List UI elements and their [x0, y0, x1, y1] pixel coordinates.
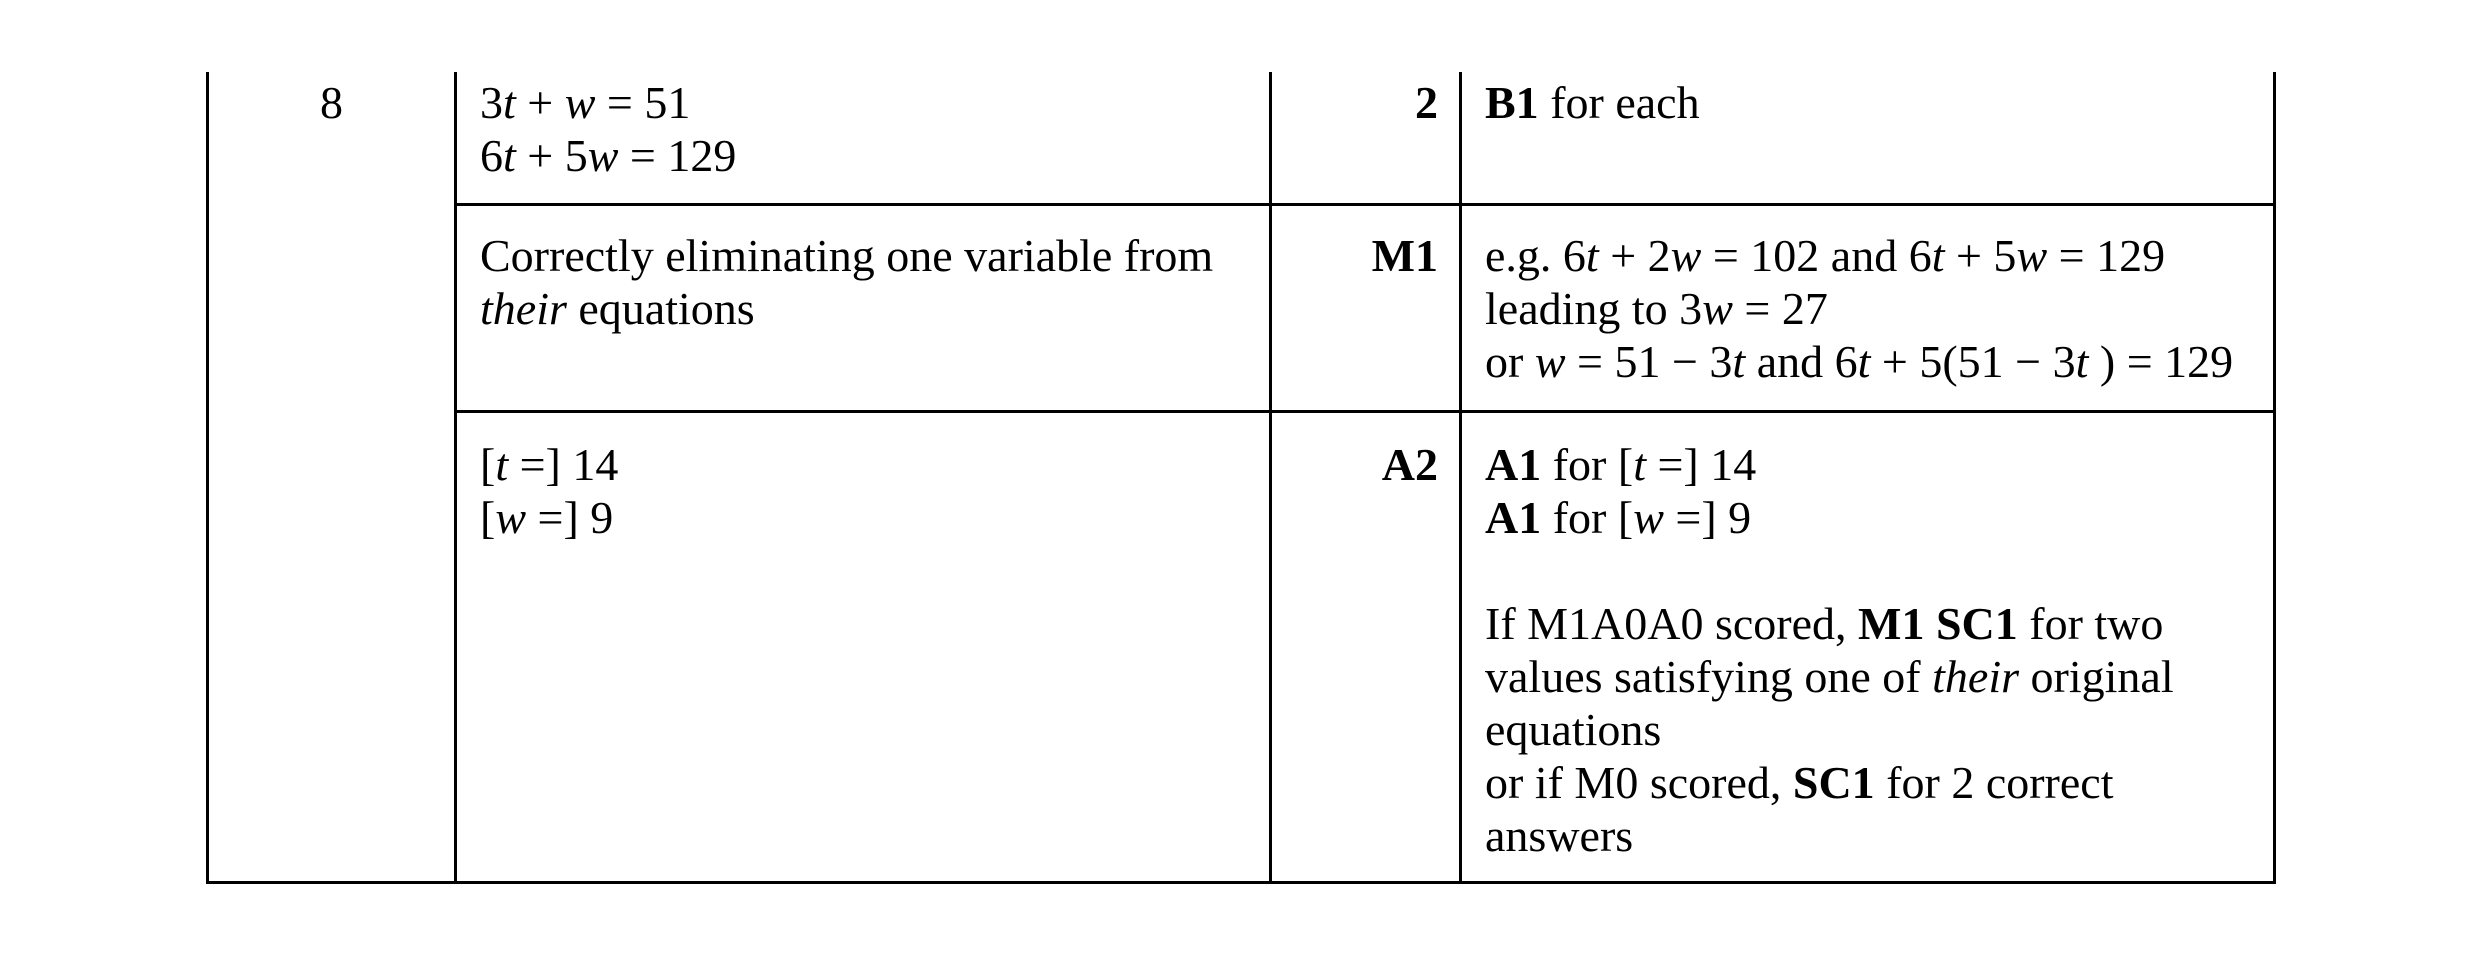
notes-line: A1 for [w =] 9	[1485, 492, 1752, 543]
answer-cell-row-2	[480, 229, 1260, 335]
answer-line: [t =] 14	[480, 439, 619, 490]
notes-line: leading to 3w = 27	[1485, 283, 1828, 334]
question-number: 8	[320, 77, 343, 128]
notes-line: or w = 51 − 3t and 6t + 5(51 − 3t ) = 129	[1485, 336, 2234, 387]
table-right-border	[2273, 72, 2276, 884]
mark-cell-row-1: 2	[1415, 77, 1438, 128]
notes-line: A1 for [t =] 14	[1485, 439, 1757, 490]
notes-line: answers	[1485, 810, 1634, 861]
notes-line: or if M0 scored, SC1 for 2 correct	[1485, 757, 2114, 808]
answer-cell-row-1	[480, 76, 1260, 182]
column-divider-mark-notes	[1459, 72, 1462, 884]
table-bottom-border	[206, 881, 2276, 884]
answer-line: Correctly eliminating one variable from	[480, 230, 1214, 281]
row-divider-1	[454, 203, 2276, 206]
notes-cell-row-2	[1485, 229, 2275, 388]
notes-line: B1 for each	[1485, 77, 1700, 128]
answer-line: 3t + w = 51	[480, 77, 691, 128]
mark-cell-row-2: M1	[1371, 230, 1438, 281]
column-divider-question-answer	[454, 72, 457, 884]
notes-line: values satisfying one of their original	[1485, 651, 2174, 702]
answer-line: their equations	[480, 283, 755, 334]
mark-cell-row-3: A2	[1381, 439, 1438, 490]
table-left-border	[206, 72, 209, 884]
answer-line: 6t + 5w = 129	[480, 130, 737, 181]
notes-cell-row-1	[1485, 76, 2265, 129]
notes-cell-row-3	[1485, 438, 2265, 862]
answer-line: [w =] 9	[480, 492, 614, 543]
answer-cell-row-3	[480, 438, 1260, 544]
notes-line: equations	[1485, 704, 1662, 755]
row-divider-2	[454, 410, 2276, 413]
notes-line: If M1A0A0 scored, M1 SC1 for two	[1485, 598, 2164, 649]
notes-line: e.g. 6t + 2w = 102 and 6t + 5w = 129	[1485, 230, 2166, 281]
